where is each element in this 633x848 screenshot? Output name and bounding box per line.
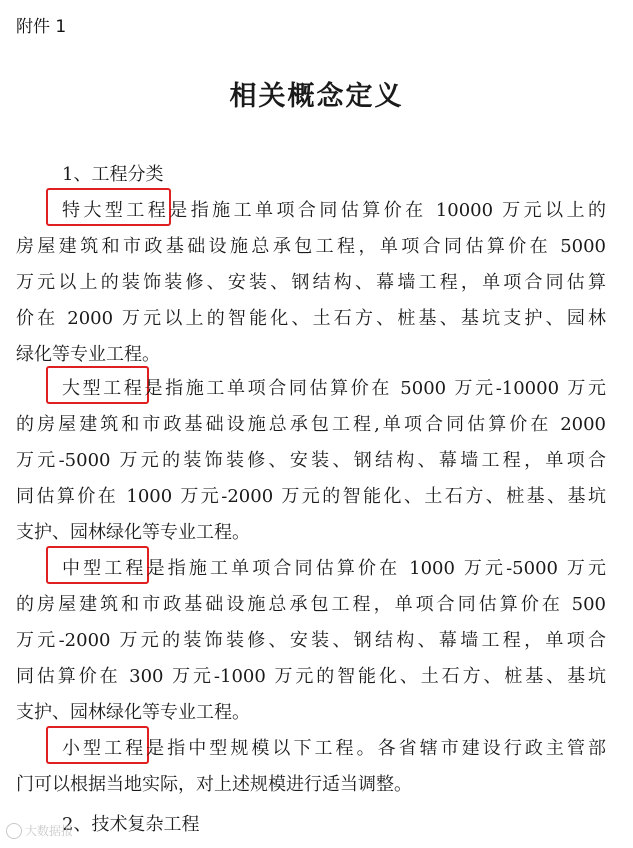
page-title: 相关概念定义	[229, 81, 404, 112]
term-large: 大型工程	[62, 378, 145, 399]
paragraph-line: 万元以上的装饰装修、安装、钢结构、幕墙工程，单项合同估算	[16, 272, 606, 293]
paragraph-line: 的房屋建筑和市政基础设施总承包工程,单项合同估算价在 2000	[16, 414, 606, 435]
term-medium: 中型工程	[62, 558, 147, 579]
section-heading-complex: 2、技术复杂工程	[62, 814, 200, 835]
section-heading-classification: 1、工程分类	[62, 164, 164, 185]
paragraph-line: 绿化等专业工程。	[16, 344, 160, 365]
paragraph-line: 门可以根据当地实际，对上述规模进行适当调整。	[16, 774, 412, 795]
paragraph-line: 万元-2000 万元的装饰装修、安装、钢结构、幕墙工程，单项合	[16, 630, 606, 651]
paragraph-line: 特大型工程是指施工单项合同估算价在 10000 万元以上的	[62, 200, 606, 221]
paragraph-line: 大型工程是指施工单项合同估算价在 5000 万元-10000 万元	[62, 378, 606, 399]
term-extra-large: 特大型工程	[62, 200, 170, 221]
paragraph-line: 万元-5000 万元的装饰装修、安装、钢结构、幕墙工程，单项合	[16, 450, 606, 471]
paragraph-line: 支护、园林绿化等专业工程。	[16, 702, 250, 723]
paragraph-line: 同估算价在 1000 万元-2000 万元的智能化、土石方、桩基、基坑	[16, 486, 606, 507]
watermark-text: 大数据报	[25, 824, 74, 838]
paragraph-line: 中型工程是指施工单项合同估算价在 1000 万元-5000 万元	[62, 558, 606, 579]
attachment-label: 附件 1	[16, 17, 67, 37]
paragraph-line: 支护、园林绿化等专业工程。	[16, 522, 250, 543]
paragraph-line: 小型工程是指中型规模以下工程。各省辖市建设行政主管部	[62, 738, 606, 759]
paragraph-line: 的房屋建筑和市政基础设施总承包工程，单项合同估算价在 500	[16, 594, 606, 615]
paragraph-line: 价在 2000 万元以上的智能化、土石方、桩基、基坑支护、园林	[16, 308, 606, 329]
watermark-logo-icon	[6, 823, 22, 839]
paragraph-line: 同估算价在 300 万元-1000 万元的智能化、土石方、桩基、基坑	[16, 666, 606, 687]
paragraph-line: 房屋建筑和市政基础设施总承包工程，单项合同估算价在 5000	[16, 236, 606, 257]
watermark	[6, 822, 73, 839]
term-small: 小型工程	[62, 738, 147, 759]
